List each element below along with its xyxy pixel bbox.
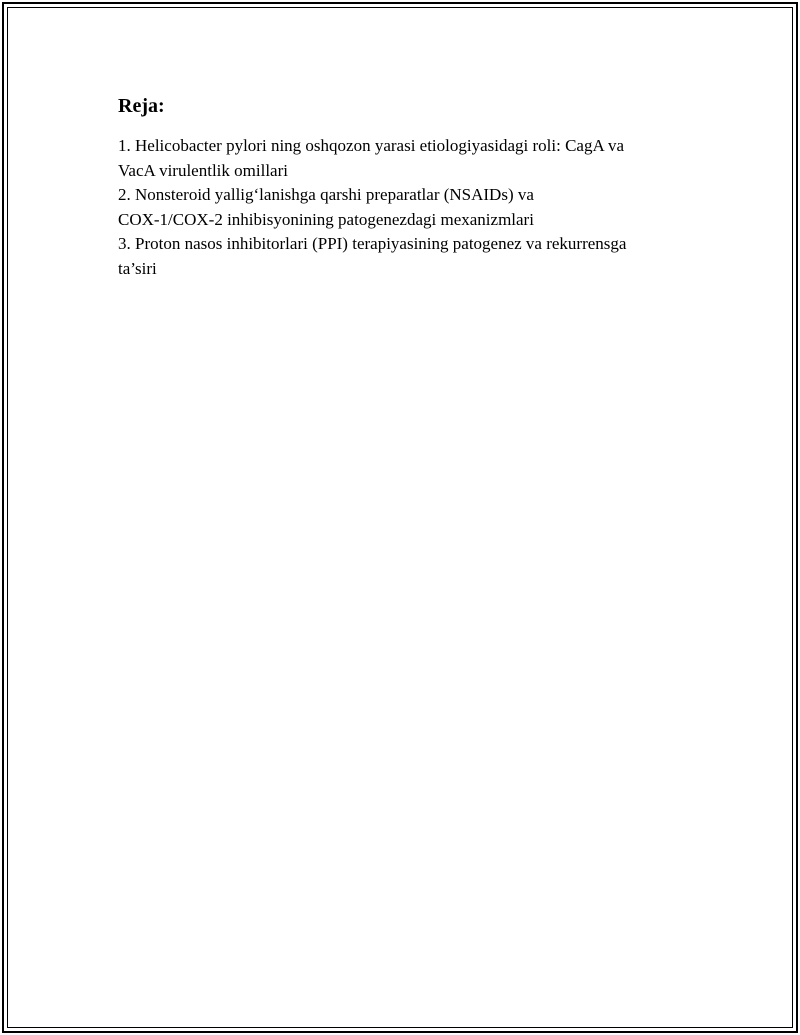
plan-heading: Reja:	[118, 95, 165, 117]
plan-item-3-line-1: 3. Proton nasos inhibitorlari (PPI) terapiyasining patogenez va rekurrensga	[118, 234, 627, 253]
plan-item-2-line-1: 2. Nonsteroid yallig‘lanishga qarshi preparatlar (NSAIDs) va	[118, 185, 534, 204]
plan-item-1-line-2: VacA virulentlik omillari	[118, 160, 288, 180]
plan-item-2-line-2: COX-1/COX-2 inhibisyonining patogenezdagi mexanizmlari	[118, 209, 534, 229]
plan-item-3-line-2: ta’siri	[118, 258, 157, 278]
plan-item-1-line-1: 1. Helicobacter pylori ning oshqozon yarasi etiologiyasidagi roli: CagA va	[118, 136, 625, 155]
plan-list	[118, 134, 688, 281]
plan-item-2	[118, 183, 688, 232]
document-body	[118, 92, 688, 281]
plan-item-3	[118, 232, 688, 281]
plan-item-1	[118, 134, 688, 183]
